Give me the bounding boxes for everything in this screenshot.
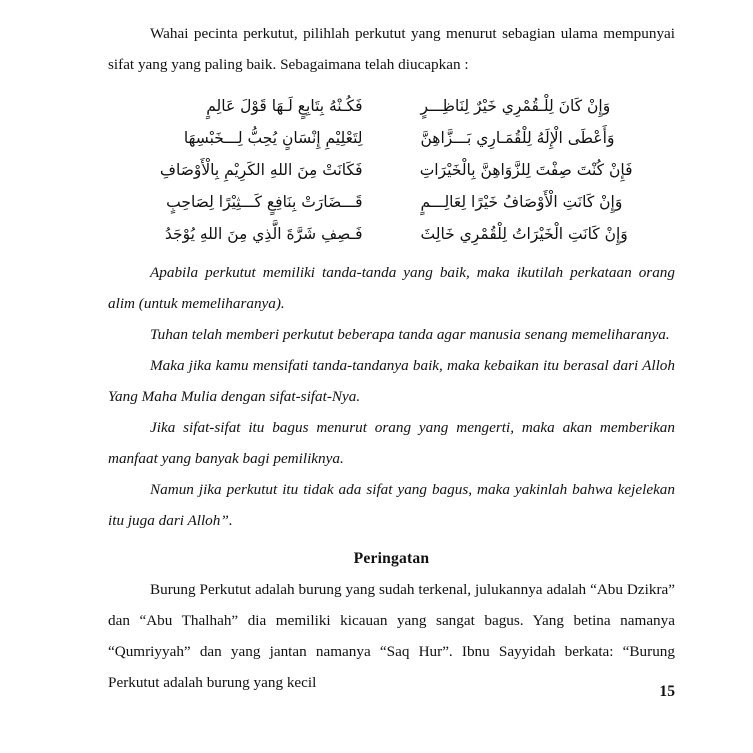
arabic-hemistich-left: فَـصِفِ شَرَّةَ الَّذِي مِنَ اللهِ يُوْجَدُ [164, 225, 363, 243]
arabic-hemistich-left: فَكَانَتْ مِنَ اللهِ الكَرِيْمِ بِالْأَوْصَافِ [159, 161, 363, 179]
closing-paragraph: Burung Perkutut adalah burung yang sudah terkenal, julukannya adalah “Abu Dzikra” dan “Abu Thalhah” dia memiliki kicauan yang sangat bagus. Yang betina namanya “Qumriyyah” dan yang jantan namanya “Saq Hur”. Ibnu Sayyidah berkata: “Burung Perkutut adalah burung yang kecil [108, 581, 675, 691]
body-paragraph-1: Apabila perkutut memiliki tanda-tanda yang baik, maka ikutilah perkataan orang alim (untuk memeliharanya). [108, 264, 675, 312]
page-number: 15 [659, 683, 675, 700]
body-paragraph-2: Tuhan telah memberi perkutut beberapa tanda agar manusia senang memeliharanya. [150, 326, 670, 343]
arabic-hemistich-right: وَإِنْ كَانَ لِلْـقُمْرِي خَيْرٌ لِنَاظِـــرٍ [420, 97, 611, 115]
arabic-verse-row [108, 190, 675, 215]
body-paragraph-4: Jika sifat-sifat itu bagus menurut orang yang mengerti, maka akan memberikan manfaat yang banyak bagi pemiliknya. [108, 419, 675, 467]
section-heading: Peringatan [353, 550, 430, 567]
arabic-hemistich-right: فَإِنْ كُنْتَ صِفْتَ لِلزَّوَاهِنَّ بِالْخَيْرَاتِ [419, 161, 633, 179]
body-paragraph-5: Namun jika perkutut itu tidak ada sifat yang bagus, maka yakinlah bahwa kejelekan itu juga dari Alloh”. [108, 481, 675, 529]
arabic-verse-row [108, 222, 675, 247]
arabic-verse-row [108, 94, 675, 119]
arabic-hemistich-left: لِتَعْلِيْمِ إِنْسَانٍ يُحِبُّ لِـــخَبْسِهَا [183, 129, 363, 147]
arabic-hemistich-right: وَإِنْ كَانَتِ الْأَوْصَافُ خَيْرًا لِعَالِـــمٍ [420, 193, 623, 211]
arabic-verse-row [108, 126, 675, 151]
arabic-verse-row [108, 158, 675, 183]
arabic-hemistich-right: وَأَعْطَى الْإِلَهُ لِلْقُمَـارِي بَـــزَّاهِنَّ [420, 129, 615, 147]
intro-paragraph: Wahai pecinta perkutut, pilihlah perkutut yang menurut sebagian ulama mempunyai sifat yang yang paling baik. Sebagaimana telah diucapkan : [108, 25, 675, 73]
arabic-hemistich-right: وَإِنْ كَانَتِ الْخَيْرَاتُ لِلْقُمْرِي خَالِثَ [420, 225, 628, 243]
arabic-hemistich-left: فَكُـنْهُ بِتَابِعٍ لَـهَا قَوْلَ عَالِمٍ [206, 97, 363, 115]
arabic-verse-block [108, 94, 675, 247]
arabic-hemistich-left: قَـــضَارَتْ بِنَافِعٍ كَـــثِيْرًا لِصَاحِبٍ [166, 193, 363, 211]
body-paragraph-3: Maka jika kamu mensifati tanda-tandanya baik, maka kebaikan itu berasal dari Alloh Yang Maha Mulia dengan sifat-sifat-Nya. [108, 357, 675, 405]
